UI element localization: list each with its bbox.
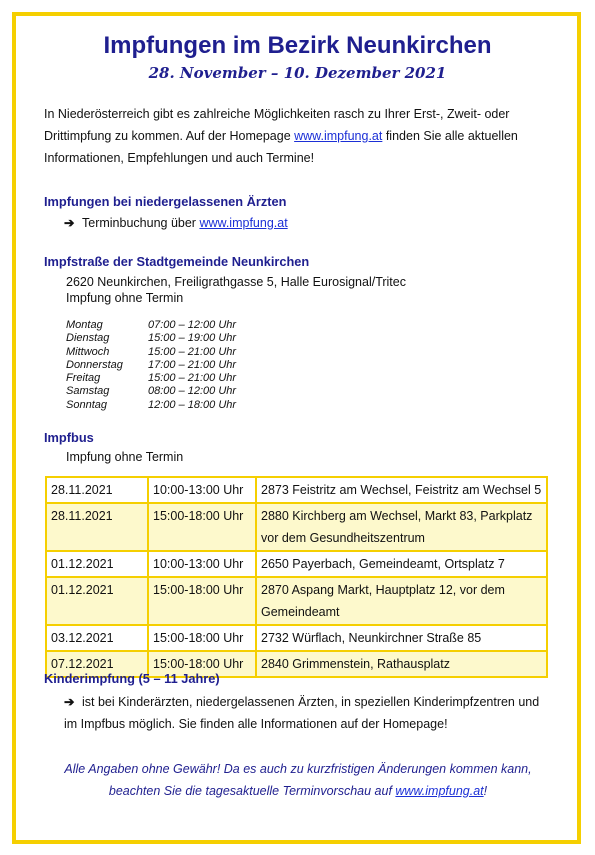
bus-place: 2650 Payerbach, Gemeindeamt, Ortsplatz 7 (256, 551, 547, 577)
bus-time: 15:00-18:00 Uhr (148, 577, 256, 625)
kinder-text: ist bei Kinderärzten, niedergelassenen Ärzten, in speziellen Kinderimpfzentren und im Impfbus möglich. Sie finden alle Informationen auf der Homepage! (64, 695, 540, 731)
bus-time: 10:00-13:00 Uhr (148, 551, 256, 577)
schedule-row (66, 346, 236, 359)
schedule-day: Sonntag (66, 398, 107, 411)
intro-text-after: finden Sie alle aktuellen Informationen, Empfehlungen und auch Termine! (44, 129, 518, 165)
bus-place: 2732 Würflach, Neunkirchner Straße 85 (256, 625, 547, 651)
intro-homepage-link[interactable]: www.impfung.at (294, 129, 383, 143)
table-row (46, 551, 547, 577)
schedule-time: 07:00 – 12:00 Uhr (148, 319, 237, 331)
impfbus-table (45, 476, 548, 678)
schedule-time: 17:00 – 21:00 Uhr (148, 358, 237, 371)
footer-link[interactable]: www.impfung.at (395, 784, 484, 798)
impfstrasse-schedule (66, 319, 236, 412)
bus-date: 07.12.2021 (46, 651, 148, 677)
schedule-day: Montag (66, 319, 103, 331)
schedule-row (66, 359, 236, 372)
bus-place: 2870 Aspang Markt, Hauptplatz 12, vor dem Gemeindeamt (256, 577, 547, 625)
impfbus-note: Impfung ohne Termin (66, 450, 184, 464)
schedule-time: 08:00 – 12:00 Uhr (148, 385, 237, 398)
heading-impfstrasse: Impfstraße der Stadtgemeinde Neunkirchen (44, 254, 310, 269)
kinder-paragraph (64, 691, 554, 735)
schedule-row (66, 372, 236, 385)
footer-end: ! (483, 784, 488, 798)
bus-time: 15:00-18:00 Uhr (148, 651, 256, 677)
bus-date: 01.12.2021 (46, 577, 148, 625)
bus-time: 15:00-18:00 Uhr (148, 625, 256, 651)
schedule-day: Donnerstag (66, 358, 123, 371)
page-subtitle: 28. November – 10. Dezember 2021 (148, 64, 447, 82)
page-title: Impfungen im Bezirk Neunkirchen (103, 32, 492, 59)
aerzte-line (64, 215, 288, 230)
heading-impfbus: Impfbus (44, 430, 94, 445)
schedule-row (66, 319, 236, 332)
aerzte-text: Terminbuchung über (82, 216, 200, 230)
schedule-time: 12:00 – 18:00 Uhr (148, 398, 237, 411)
schedule-day: Freitag (66, 372, 101, 385)
table-row (46, 503, 547, 551)
table-row (46, 625, 547, 651)
impfstrasse-address: 2620 Neunkirchen, Freiligrathgasse 5, Halle Eurosignal/Tritec (66, 275, 406, 289)
bus-date: 03.12.2021 (46, 625, 148, 651)
footer-text: Alle Angaben ohne Gewähr! Da es auch zu kurzfristigen Änderungen kommen kann, beachten Sie die tagesaktuelle Terminvorschau auf (64, 762, 532, 798)
bus-date: 28.11.2021 (46, 477, 148, 503)
bus-time: 10:00-13:00 Uhr (148, 477, 256, 503)
schedule-day: Samstag (66, 385, 110, 398)
bus-time: 15:00-18:00 Uhr (148, 503, 256, 551)
schedule-row (66, 332, 236, 345)
table-row (46, 477, 547, 503)
bus-date: 28.11.2021 (46, 503, 148, 551)
bus-place: 2873 Feistritz am Wechsel, Feistritz am Wechsel 5 (256, 477, 547, 503)
schedule-day: Dienstag (66, 332, 110, 345)
bus-place: 2840 Grimmenstein, Rathausplatz (256, 651, 547, 677)
footer-disclaimer (40, 758, 556, 802)
schedule-time: 15:00 – 21:00 Uhr (148, 372, 237, 385)
schedule-day: Mittwoch (66, 345, 110, 358)
bus-place: 2880 Kirchberg am Wechsel, Markt 83, Parkplatz vor dem Gesundheitszentrum (256, 503, 547, 551)
aerzte-link[interactable]: www.impfung.at (199, 216, 288, 230)
impfstrasse-note: Impfung ohne Termin (66, 291, 184, 305)
heading-aerzte: Impfungen bei niedergelassenen Ärzten (44, 194, 287, 209)
schedule-time: 15:00 – 19:00 Uhr (148, 332, 237, 345)
intro-text-before: In Niederösterreich gibt es zahlreiche Möglichkeiten rasch zu Ihrer Erst-, Zweit- oder Drittimpfung zu kommen. Auf der Homepage (44, 107, 510, 143)
table-row (46, 577, 547, 625)
arrow-right-icon: ➔ (64, 216, 75, 230)
intro-paragraph (44, 103, 554, 169)
arrow-right-icon: ➔ (64, 695, 75, 709)
heading-kinderimpfung: Kinderimpfung (5 – 11 Jahre) (44, 671, 220, 686)
schedule-time: 15:00 – 21:00 Uhr (148, 345, 237, 358)
bus-date: 01.12.2021 (46, 551, 148, 577)
schedule-row (66, 399, 236, 412)
schedule-row (66, 385, 236, 398)
